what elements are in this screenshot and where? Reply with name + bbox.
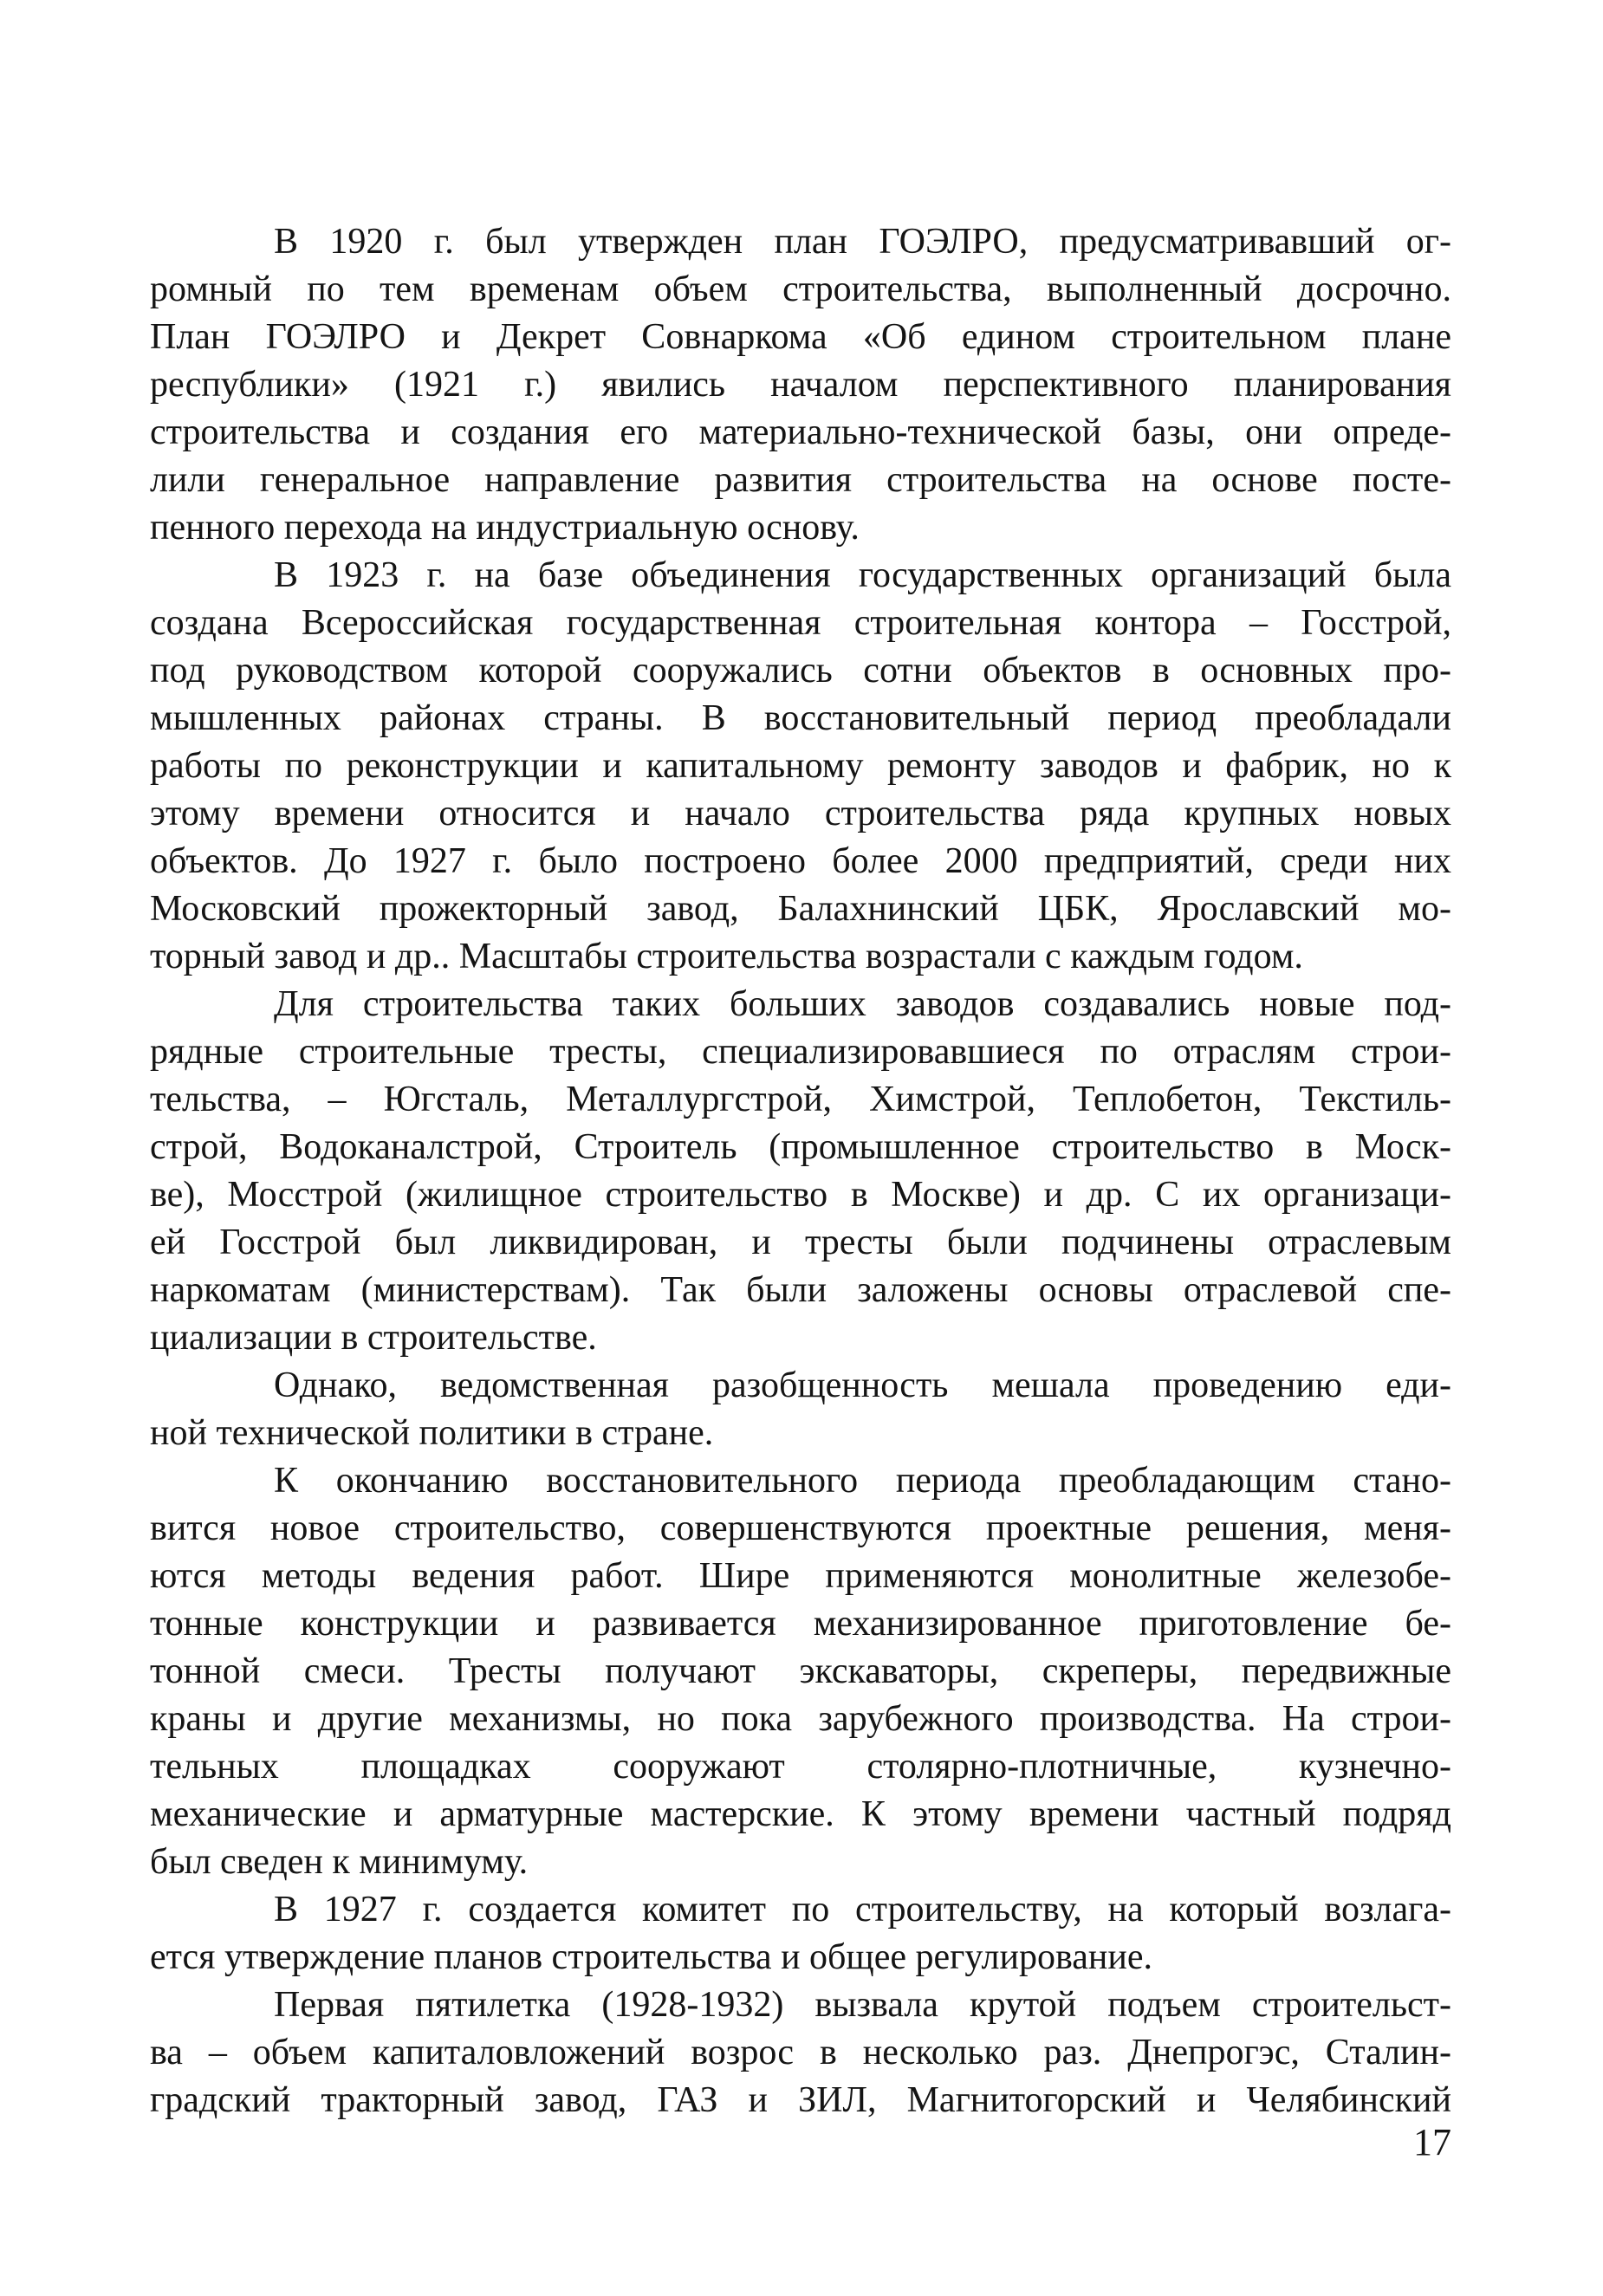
text-line: В 1923 г. на базе объединения государственных организаций была [274, 555, 1451, 595]
text-line: К окончанию восстановительного периода преобладающим стано- [274, 1461, 1451, 1501]
paragraph [150, 552, 1451, 981]
text-line: был сведен к минимуму. [150, 1842, 529, 1882]
text-line: торный завод и др.. Масштабы строительства возрастали с каждым годом. [150, 937, 1303, 976]
text-line: республики» (1921 г.) явились началом перспективного планирования [150, 365, 1451, 405]
text-line: Московский прожекторный завод, Балахнинский ЦБК, Ярославский мо- [150, 889, 1451, 929]
paragraph [150, 1362, 1451, 1457]
text-line: лили генеральное направление развития строительства на основе посте- [150, 460, 1451, 500]
paragraph [150, 1457, 1451, 1886]
page-number: 17 [1413, 2121, 1451, 2163]
text-line: вится новое строительство, совершенствуются проектные решения, меня- [150, 1508, 1451, 1548]
text-line: В 1920 г. был утвержден план ГОЭЛРО, предусматривавший ог- [274, 222, 1451, 262]
text-line: циализации в строительстве. [150, 1318, 597, 1358]
text-line: тонной смеси. Тресты получают экскаваторы, скреперы, передвижные [150, 1651, 1451, 1691]
text-line: этому времени относится и начало строительства ряда крупных новых [150, 794, 1451, 833]
text-line: ромный по тем временам объем строительства, выполненный досрочно. [150, 269, 1451, 309]
text-line: В 1927 г. создается комитет по строительству, на который возлага- [274, 1890, 1451, 1930]
text-line: тельных площадках сооружают столярно-плотничные, кузнечно- [150, 1747, 1451, 1787]
text-line: пенного перехода на индустриальную основу. [150, 508, 860, 548]
text-line: тельства, – Югсталь, Металлургстрой, Химстрой, Теплобетон, Текстиль- [150, 1080, 1451, 1119]
text-line: Для строительства таких больших заводов создавались новые под- [274, 984, 1451, 1024]
text-line: наркоматам (министерствам). Так были заложены основы отраслевой спе- [150, 1270, 1451, 1310]
text-line: создана Всероссийская государственная строительная контора – Госстрой, [150, 603, 1451, 643]
text-line: краны и другие механизмы, но пока зарубежного производства. На строи- [150, 1699, 1451, 1739]
text-line: строительства и создания его материально-технической базы, они опреде- [150, 412, 1451, 452]
text-line: рядные строительные тресты, специализировавшиеся по отраслям строи- [150, 1032, 1451, 1072]
text-line: объектов. До 1927 г. было построено более 2000 предприятий, среди них [150, 841, 1451, 881]
text-line: ве), Мосстрой (жилищное строительство в Москве) и др. С их организаци- [150, 1175, 1451, 1215]
paragraph [150, 981, 1451, 1362]
text-line: План ГОЭЛРО и Декрет Совнаркома «Об едином строительном плане [150, 317, 1451, 357]
text-line: механические и арматурные мастерские. К этому времени частный подряд [150, 1794, 1451, 1834]
text-line: ется утверждение планов строительства и общее регулирование. [150, 1937, 1153, 1977]
text-line: ной технической политики в стране. [150, 1413, 714, 1453]
text-line: Первая пятилетка (1928-1932) вызвала крутой подъем строительст- [274, 1985, 1451, 2025]
paragraph [150, 1886, 1451, 1981]
paragraph [150, 218, 1451, 552]
paragraph [150, 1981, 1451, 2124]
body-text [150, 218, 1451, 2124]
text-line: градский тракторный завод, ГАЗ и ЗИЛ, Магнитогорский и Челябинский [150, 2080, 1451, 2120]
text-line: ей Госстрой был ликвидирован, и тресты были подчинены отраслевым [150, 1223, 1451, 1262]
text-line: мышленных районах страны. В восстановительный период преобладали [150, 698, 1451, 738]
text-line: ются методы ведения работ. Шире применяются монолитные железобе- [150, 1556, 1451, 1596]
text-line: под руководством которой сооружались сотни объектов в основных про- [150, 651, 1451, 691]
text-line: ва – объем капиталовложений возрос в несколько раз. Днепрогэс, Сталин- [150, 2033, 1451, 2072]
text-line: Однако, ведомственная разобщенность мешала проведению еди- [274, 1365, 1451, 1405]
text-line: тонные конструкции и развивается механизированное приготовление бе- [150, 1604, 1451, 1644]
text-line: строй, Водоканалстрой, Строитель (промышленное строительство в Моск- [150, 1127, 1451, 1167]
text-line: работы по реконструкции и капитальному ремонту заводов и фабрик, но к [150, 746, 1451, 786]
